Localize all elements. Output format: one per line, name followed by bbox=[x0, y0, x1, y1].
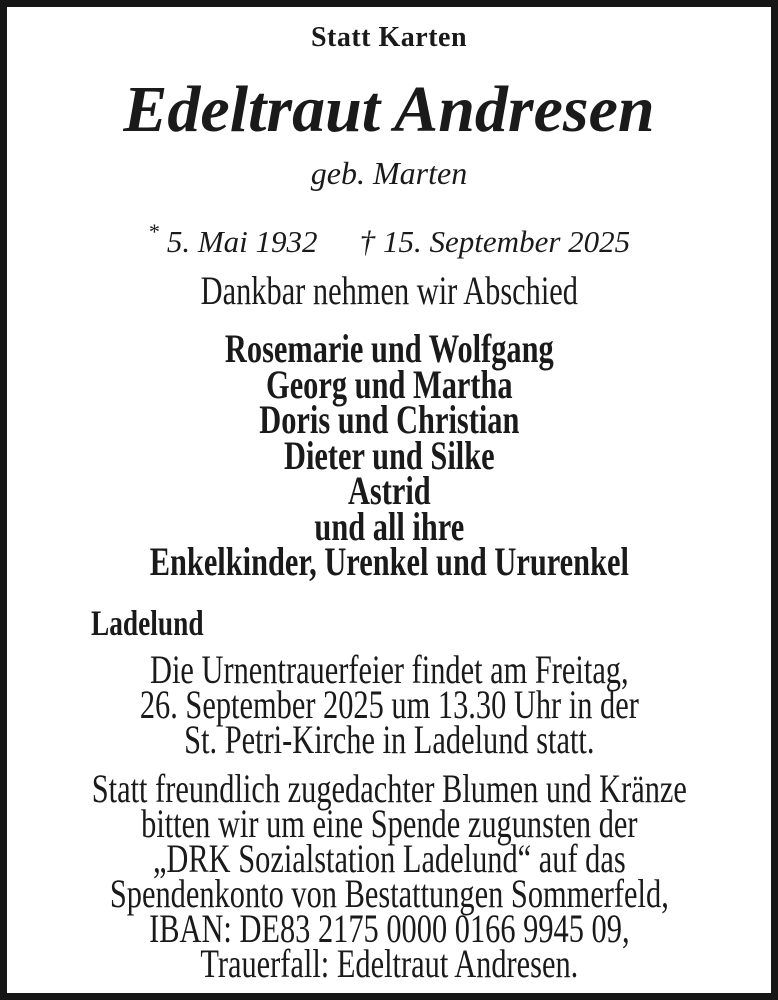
donation-line: Statt freundlich zugedachter Blumen und Kränze bbox=[91, 766, 687, 811]
death-symbol: † bbox=[359, 224, 376, 259]
donation-line: IBAN: DE83 2175 0000 0166 9945 09, bbox=[148, 906, 630, 951]
life-dates bbox=[7, 213, 771, 261]
service-line: 26. September 2025 um 13.30 Uhr in der bbox=[139, 682, 639, 727]
donation-line: „DRK Sozialstation Ladelund“ auf das bbox=[152, 836, 626, 881]
service-line: St. Petri-Kirche in Ladelund statt. bbox=[183, 717, 595, 762]
donation-line: bitten wir um eine Spende zugunsten der bbox=[140, 801, 638, 846]
mourner-line: Dieter und Silke bbox=[283, 432, 495, 478]
deceased-name: Edeltraut Andresen bbox=[123, 73, 655, 146]
donation-info bbox=[2, 766, 776, 986]
mourner-line: Rosemarie und Wolfgang bbox=[224, 326, 554, 371]
death-date: 15. September 2025 bbox=[383, 224, 631, 259]
service-line: Die Urnentrauerfeier findet am Freitag, bbox=[149, 647, 629, 692]
location-label: Ladelund bbox=[91, 603, 204, 643]
donation-line: Trauerfall: Edeltraut Andresen. bbox=[200, 941, 578, 986]
pre-title: Statt Karten bbox=[310, 22, 468, 53]
farewell-intro: Dankbar nehmen wir Abschied bbox=[200, 268, 578, 313]
mourner-line: Doris und Christian bbox=[258, 397, 520, 442]
maiden-name: geb. Marten bbox=[310, 155, 468, 191]
service-info bbox=[2, 647, 776, 762]
mourner-line: und all ihre bbox=[314, 503, 464, 549]
mourner-line: Georg und Martha bbox=[265, 361, 513, 407]
birth-date: 5. Mai 1932 bbox=[166, 224, 318, 259]
birth-symbol: * bbox=[147, 219, 159, 244]
mourners-list bbox=[2, 326, 776, 584]
mourner-line: Astrid bbox=[347, 468, 431, 513]
mourner-line: Enkelkinder, Urenkel und Ururenkel bbox=[149, 539, 629, 584]
donation-line: Spendenkonto von Bestattungen Sommerfeld, bbox=[109, 871, 669, 916]
